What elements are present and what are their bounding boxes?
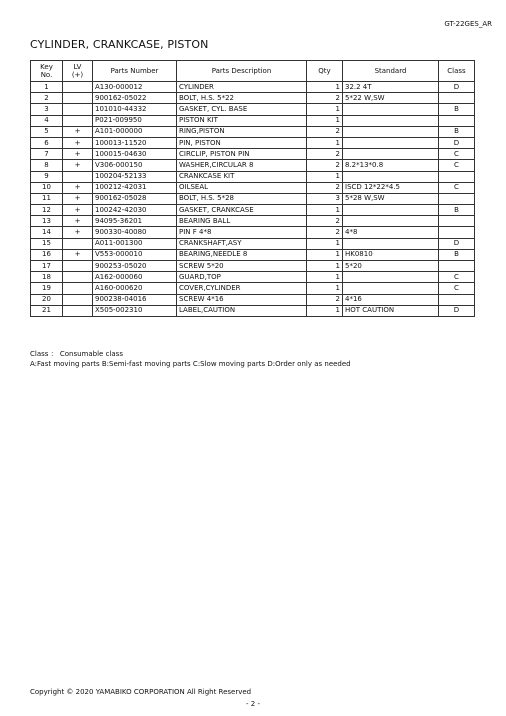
table-row — [31, 182, 475, 193]
cell-standard — [343, 205, 439, 216]
header-parts-description: Parts Description — [177, 61, 307, 82]
cell-standard — [343, 137, 439, 148]
cell-description: CRANKCASE KIT — [177, 171, 307, 182]
cell-standard — [343, 216, 439, 227]
cell-lv — [63, 115, 93, 126]
table-row — [31, 227, 475, 238]
page-number: - 2 - — [246, 700, 260, 708]
cell-part-number: 101010-44332 — [93, 104, 177, 115]
cell-class — [439, 294, 475, 305]
cell-qty: 1 — [307, 283, 343, 294]
cell-qty: 2 — [307, 126, 343, 137]
cell-key: 13 — [31, 216, 63, 227]
header-parts-number: Parts Number — [93, 61, 177, 82]
cell-standard: 4*8 — [343, 227, 439, 238]
table-row — [31, 305, 475, 316]
cell-description: PIN, PISTON — [177, 137, 307, 148]
cell-standard: 8.2*13*0.8 — [343, 160, 439, 171]
cell-lv — [63, 238, 93, 249]
cell-standard — [343, 283, 439, 294]
cell-qty: 1 — [307, 205, 343, 216]
cell-description: CRANKSHAFT,ASY — [177, 238, 307, 249]
cell-class: C — [439, 283, 475, 294]
cell-class — [439, 227, 475, 238]
cell-qty: 1 — [307, 305, 343, 316]
cell-qty: 2 — [307, 93, 343, 104]
cell-class: B — [439, 126, 475, 137]
header-class: Class — [439, 61, 475, 82]
parts-table — [30, 60, 475, 317]
cell-qty: 1 — [307, 104, 343, 115]
cell-lv — [63, 305, 93, 316]
cell-description: PIN F 4*8 — [177, 227, 307, 238]
cell-qty: 2 — [307, 149, 343, 160]
cell-class: D — [439, 238, 475, 249]
table-row — [31, 283, 475, 294]
cell-class: C — [439, 160, 475, 171]
cell-description: PISTON KIT — [177, 115, 307, 126]
cell-part-number: A101-000000 — [93, 126, 177, 137]
cell-key: 12 — [31, 205, 63, 216]
cell-key: 5 — [31, 126, 63, 137]
cell-standard — [343, 272, 439, 283]
cell-description: GASKET, CRANKCASE — [177, 205, 307, 216]
table-row — [31, 249, 475, 260]
cell-class — [439, 171, 475, 182]
page-title: CYLINDER, CRANKCASE, PISTON — [30, 38, 209, 51]
class-notes — [30, 350, 351, 369]
cell-qty: 1 — [307, 238, 343, 249]
cell-key: 3 — [31, 104, 63, 115]
cell-standard — [343, 238, 439, 249]
cell-qty: 1 — [307, 272, 343, 283]
cell-qty: 1 — [307, 82, 343, 93]
table-row — [31, 115, 475, 126]
cell-standard — [343, 149, 439, 160]
cell-class — [439, 193, 475, 204]
cell-standard — [343, 126, 439, 137]
cell-part-number: 900162-05022 — [93, 93, 177, 104]
table-row — [31, 294, 475, 305]
table-row — [31, 193, 475, 204]
table-row — [31, 126, 475, 137]
cell-key: 2 — [31, 93, 63, 104]
cell-description: COVER,CYLINDER — [177, 283, 307, 294]
class-legend-title: Class ： Consumable class — [30, 350, 123, 358]
cell-lv: + — [63, 205, 93, 216]
cell-key: 10 — [31, 182, 63, 193]
cell-part-number: V553-000010 — [93, 249, 177, 260]
cell-lv — [63, 93, 93, 104]
cell-lv — [63, 104, 93, 115]
table-row — [31, 93, 475, 104]
cell-class: C — [439, 182, 475, 193]
cell-standard: 4*16 — [343, 294, 439, 305]
cell-key: 11 — [31, 193, 63, 204]
table-row — [31, 137, 475, 148]
cell-description: OILSEAL — [177, 182, 307, 193]
table-row — [31, 82, 475, 93]
table-row — [31, 216, 475, 227]
cell-lv: + — [63, 149, 93, 160]
cell-lv — [63, 294, 93, 305]
cell-qty: 3 — [307, 193, 343, 204]
cell-key: 6 — [31, 137, 63, 148]
cell-key: 14 — [31, 227, 63, 238]
cell-class: D — [439, 137, 475, 148]
cell-lv: + — [63, 126, 93, 137]
cell-standard: 5*28 W,SW — [343, 193, 439, 204]
cell-description: BEARING,NEEDLE 8 — [177, 249, 307, 260]
cell-lv: + — [63, 193, 93, 204]
table-row — [31, 171, 475, 182]
table-row — [31, 238, 475, 249]
cell-description: CYLINDER — [177, 82, 307, 93]
cell-part-number: 100015-04630 — [93, 149, 177, 160]
cell-lv: + — [63, 249, 93, 260]
table-row — [31, 261, 475, 272]
cell-qty: 1 — [307, 115, 343, 126]
cell-part-number: A130-000012 — [93, 82, 177, 93]
cell-part-number: A011-001300 — [93, 238, 177, 249]
cell-lv: + — [63, 137, 93, 148]
cell-key: 19 — [31, 283, 63, 294]
cell-class: C — [439, 272, 475, 283]
cell-lv — [63, 261, 93, 272]
cell-qty: 1 — [307, 137, 343, 148]
class-legend-definitions: A:Fast moving parts B:Semi-fast moving parts C:Slow moving parts D:Order only as needed — [30, 359, 351, 368]
cell-qty: 2 — [307, 160, 343, 171]
table-row — [31, 160, 475, 171]
cell-description: CIRCLIP, PISTON PIN — [177, 149, 307, 160]
cell-standard — [343, 171, 439, 182]
cell-key: 20 — [31, 294, 63, 305]
cell-description: BOLT, H.S. 5*22 — [177, 93, 307, 104]
cell-part-number: A160-000620 — [93, 283, 177, 294]
cell-part-number: 100242-42030 — [93, 205, 177, 216]
table-row — [31, 205, 475, 216]
cell-part-number: 900238-04016 — [93, 294, 177, 305]
cell-lv: + — [63, 160, 93, 171]
cell-class: D — [439, 82, 475, 93]
cell-description: BOLT, H.S. 5*28 — [177, 193, 307, 204]
cell-part-number: 900253-05020 — [93, 261, 177, 272]
cell-standard — [343, 115, 439, 126]
cell-standard: 32.2 4T — [343, 82, 439, 93]
cell-standard: ISCD 12*22*4.5 — [343, 182, 439, 193]
table-row — [31, 149, 475, 160]
cell-lv — [63, 171, 93, 182]
cell-qty: 2 — [307, 227, 343, 238]
cell-standard — [343, 104, 439, 115]
cell-key: 17 — [31, 261, 63, 272]
cell-part-number: 100013-11520 — [93, 137, 177, 148]
cell-class — [439, 216, 475, 227]
cell-qty: 2 — [307, 216, 343, 227]
cell-key: 4 — [31, 115, 63, 126]
cell-description: SCREW 5*20 — [177, 261, 307, 272]
cell-description: LABEL,CAUTION — [177, 305, 307, 316]
cell-qty: 2 — [307, 294, 343, 305]
copyright-notice: Copyright © 2020 YAMABIKO CORPORATION All Right Reserved — [30, 688, 252, 696]
cell-class — [439, 115, 475, 126]
cell-part-number: 100204-52133 — [93, 171, 177, 182]
cell-class: B — [439, 205, 475, 216]
header-key-no: Key No. — [31, 61, 63, 82]
cell-part-number: X505-002310 — [93, 305, 177, 316]
cell-part-number: 100212-42031 — [93, 182, 177, 193]
cell-standard: 5*20 — [343, 261, 439, 272]
cell-qty: 1 — [307, 171, 343, 182]
cell-lv — [63, 272, 93, 283]
document-code: GT-22GES_AR — [444, 20, 492, 28]
cell-qty: 1 — [307, 249, 343, 260]
table-row — [31, 104, 475, 115]
header-qty: Qty — [307, 61, 343, 82]
cell-standard: 5*22 W,SW — [343, 93, 439, 104]
header-lv: LV (+) — [63, 61, 93, 82]
cell-part-number: 900330-40080 — [93, 227, 177, 238]
cell-description: GUARD,TOP — [177, 272, 307, 283]
cell-description: RING,PISTON — [177, 126, 307, 137]
cell-key: 16 — [31, 249, 63, 260]
cell-class: C — [439, 149, 475, 160]
cell-key: 18 — [31, 272, 63, 283]
cell-class: B — [439, 249, 475, 260]
cell-qty: 2 — [307, 182, 343, 193]
cell-lv: + — [63, 216, 93, 227]
cell-part-number: 94095-36201 — [93, 216, 177, 227]
cell-part-number: A162-000060 — [93, 272, 177, 283]
cell-key: 21 — [31, 305, 63, 316]
cell-part-number: 900162-05028 — [93, 193, 177, 204]
cell-lv: + — [63, 182, 93, 193]
cell-lv — [63, 82, 93, 93]
cell-key: 15 — [31, 238, 63, 249]
cell-key: 1 — [31, 82, 63, 93]
cell-standard: HK0810 — [343, 249, 439, 260]
cell-description: GASKET, CYL. BASE — [177, 104, 307, 115]
cell-part-number: V306-000150 — [93, 160, 177, 171]
cell-description: SCREW 4*16 — [177, 294, 307, 305]
table-row — [31, 272, 475, 283]
cell-class — [439, 261, 475, 272]
cell-standard: HOT CAUTION — [343, 305, 439, 316]
cell-lv — [63, 283, 93, 294]
cell-description: BEARING BALL — [177, 216, 307, 227]
header-standard: Standard — [343, 61, 439, 82]
cell-key: 9 — [31, 171, 63, 182]
table-header-row — [31, 61, 475, 82]
cell-part-number: P021-009950 — [93, 115, 177, 126]
cell-qty: 1 — [307, 261, 343, 272]
cell-class: D — [439, 305, 475, 316]
cell-key: 7 — [31, 149, 63, 160]
cell-description: WASHER,CIRCULAR 8 — [177, 160, 307, 171]
cell-class — [439, 93, 475, 104]
cell-lv: + — [63, 227, 93, 238]
cell-class: B — [439, 104, 475, 115]
cell-key: 8 — [31, 160, 63, 171]
